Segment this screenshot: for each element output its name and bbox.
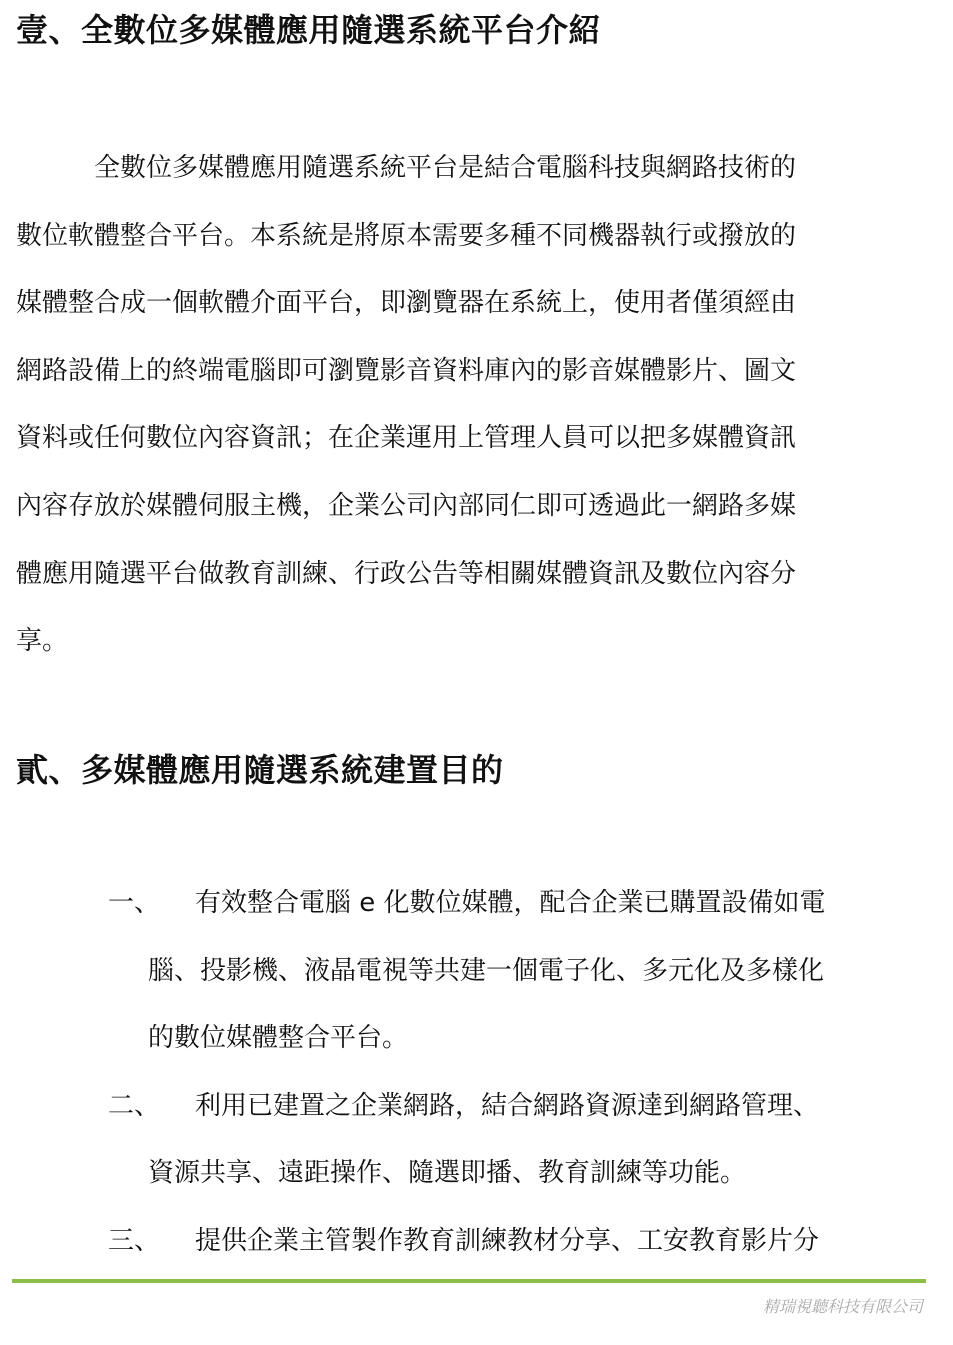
list-item-line: 提供企業主管製作教育訓練教材分享、工安教育影片分 bbox=[195, 1225, 820, 1256]
paragraph-line: 體應用隨選平台做教育訓練、行政公告等相關媒體資訊及數位內容分 bbox=[16, 558, 797, 589]
objectives-list bbox=[0, 870, 953, 1275]
paragraph-line: 媒體整合成一個軟體介面平台，即瀏覽器在系統上，使用者僅須經由 bbox=[16, 288, 797, 319]
paragraph-line: 數位軟體整合平台。本系統是將原本需要多種不同機器執行或撥放的 bbox=[16, 220, 797, 251]
paragraph-line: 全數位多媒體應用隨選系統平台是結合電腦科技與網路技術的 bbox=[94, 153, 797, 183]
paragraph-line: 享。 bbox=[16, 626, 69, 657]
footer-company-name: 精瑞視聽科技有限公司 bbox=[762, 1297, 923, 1316]
section-heading-objectives: 貳、多媒體應用隨選系統建置目的 bbox=[16, 751, 504, 789]
list-item-line: 的數位媒體整合平台。 bbox=[148, 1023, 409, 1053]
list-marker: 一、 bbox=[108, 888, 161, 918]
footer-divider bbox=[12, 1279, 926, 1283]
list-item-line: 有效整合電腦 e 化數位媒體，配合企業已購置設備如電 bbox=[195, 888, 826, 918]
list-marker: 三、 bbox=[108, 1225, 161, 1256]
paragraph-line: 網路設備上的終端電腦即可瀏覽影音資料庫內的影音媒體影片、圖文 bbox=[16, 355, 797, 386]
list-item-line: 利用已建置之企業網路，結合網路資源達到網路管理、 bbox=[195, 1090, 820, 1121]
section-heading-introduction: 壹、全數位多媒體應用隨選系統平台介紹 bbox=[16, 11, 602, 49]
introduction-paragraph bbox=[16, 135, 910, 676]
list-item bbox=[0, 1208, 953, 1276]
paragraph-line: 內容存放於媒體伺服主機，企業公司內部同仁即可透過此一網路多媒 bbox=[16, 490, 797, 521]
paragraph-line: 資料或任何數位內容資訊；在企業運用上管理人員可以把多媒體資訊 bbox=[16, 423, 797, 454]
list-item bbox=[0, 1073, 953, 1208]
list-item-line: 腦、投影機、液晶電視等共建一個電子化、多元化及多樣化 bbox=[148, 955, 825, 986]
list-item-line: 資源共享、遠距操作、隨選即播、教育訓練等功能。 bbox=[148, 1158, 747, 1188]
list-item bbox=[0, 870, 953, 1073]
list-marker: 二、 bbox=[108, 1090, 161, 1121]
